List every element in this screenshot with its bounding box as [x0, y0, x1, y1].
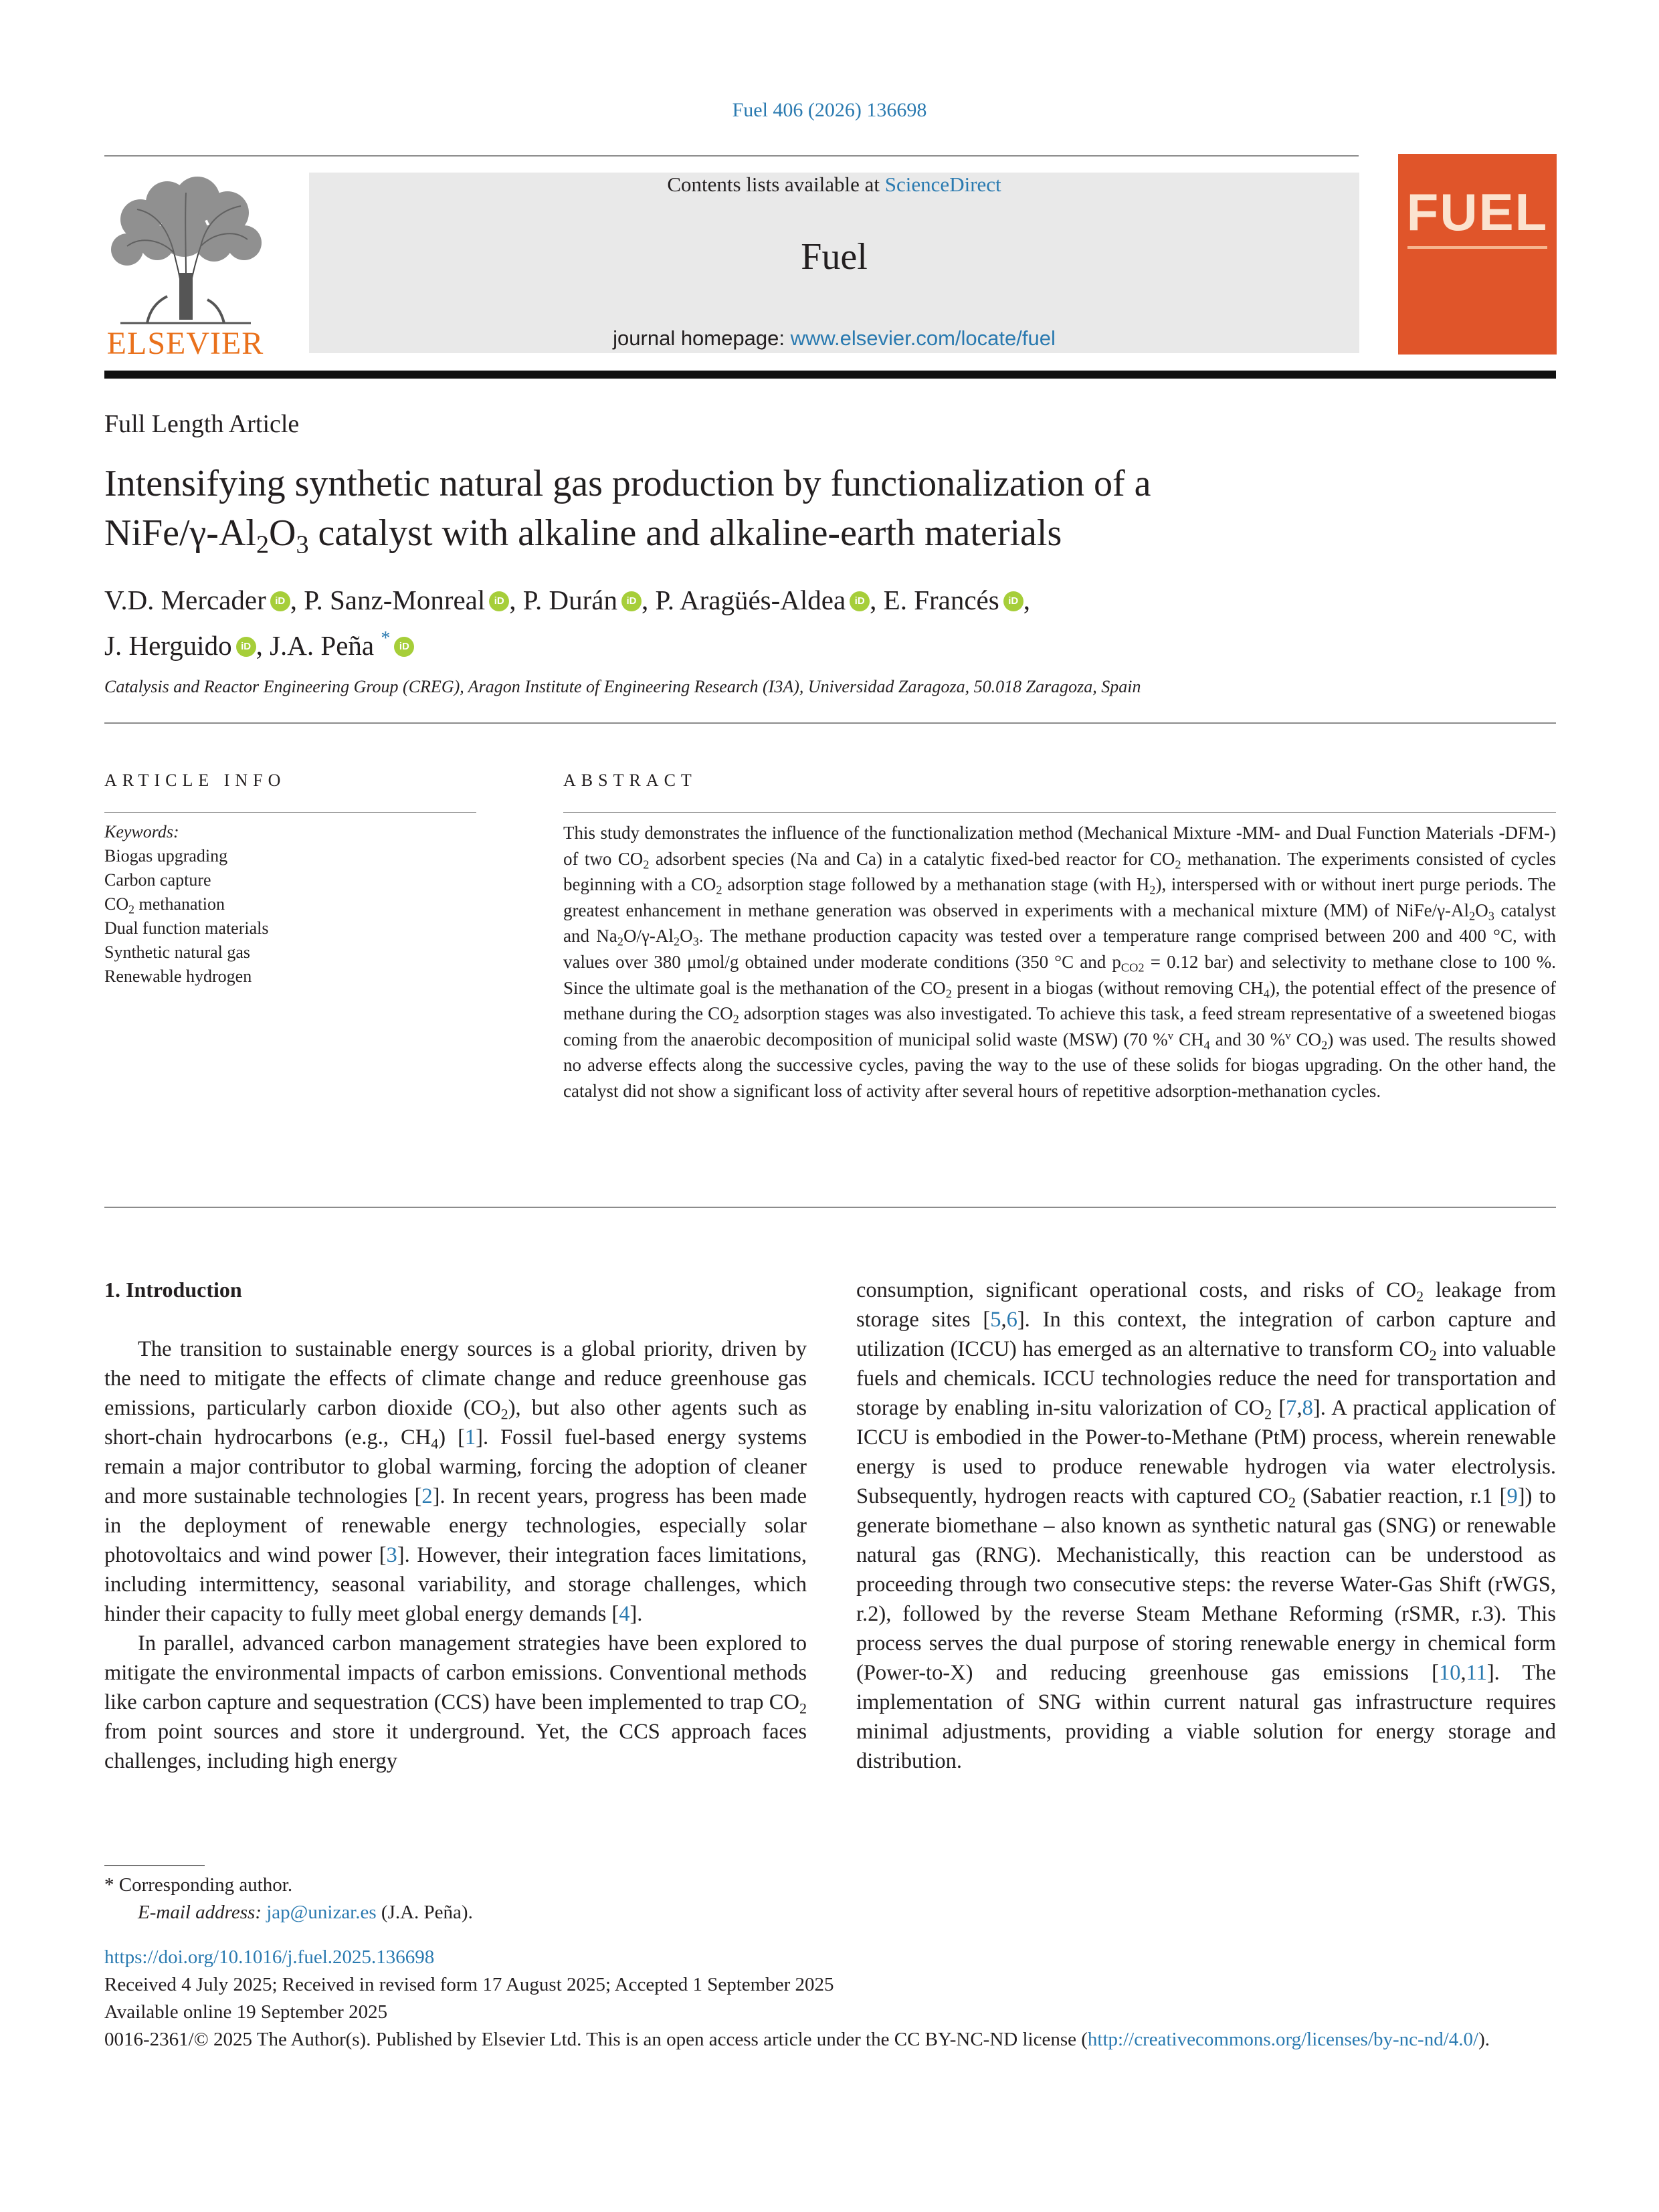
- keyword-item: Renewable hydrogen: [104, 967, 252, 986]
- keyword-item: Biogas upgrading: [104, 846, 228, 866]
- citation-link[interactable]: 6: [1006, 1308, 1017, 1332]
- citation-link[interactable]: 7: [1286, 1396, 1297, 1420]
- title-line-2: NiFe/$\gamma-Al_2O_3$ catalyst with alkaline and alkaline-earth materials: [104, 512, 1062, 559]
- email-label: E-mail address:: [138, 1902, 267, 1923]
- author-name[interactable]: J. Herguido: [104, 630, 232, 661]
- keyword-item: $CO_2$ methanation: [104, 894, 225, 916]
- corresponding-author-mark[interactable]: *: [381, 628, 391, 649]
- article-info-heading: ARTICLE INFO: [104, 771, 286, 790]
- journal-homepage-line: [309, 326, 1359, 350]
- paragraph: In parallel, advanced carbon management strategies have been explored to mitigate the environmental impacts of carbon emissions. Conventional methods like carbon capture and sequestration (CCS) have been implemented to trap $CO_2$ from point sources and store it underground. Yet, the CCS approach faces challenges, including high energy: [104, 1631, 807, 1773]
- section-heading-introduction: 1. Introduction: [104, 1278, 242, 1302]
- article-info-rule: [104, 812, 476, 813]
- footnote-rule: [104, 1865, 205, 1866]
- author-name[interactable]: E. Francés: [883, 585, 999, 615]
- email-link[interactable]: jap@unizar.es: [266, 1902, 377, 1923]
- citation-link[interactable]: 1: [464, 1425, 476, 1449]
- divider: [104, 1207, 1556, 1208]
- orcid-icon[interactable]: iD: [850, 591, 870, 611]
- contents-line: [309, 173, 1359, 197]
- abstract-heading: ABSTRACT: [563, 771, 697, 790]
- journal-cover-image[interactable]: [1398, 154, 1557, 355]
- elsevier-logo: [100, 173, 271, 360]
- keyword-item: Carbon capture: [104, 870, 211, 890]
- citation-link[interactable]: 9: [1506, 1484, 1518, 1508]
- journal-name: Fuel: [801, 236, 868, 278]
- cover-band: [1407, 246, 1547, 249]
- orcid-icon[interactable]: iD: [621, 591, 642, 611]
- citation-link[interactable]: 3: [386, 1543, 397, 1567]
- elsevier-wordmark: ELSEVIER: [106, 326, 264, 361]
- citation-link[interactable]: 8: [1302, 1396, 1313, 1420]
- received-dates: Received 4 July 2025; Received in revised form 17 August 2025; Accepted 1 September 2025: [104, 1974, 834, 1995]
- orcid-icon[interactable]: iD: [236, 637, 256, 657]
- email-note: E-mail address: jap@unizar.es (J.A. Peña).: [138, 1902, 473, 1923]
- citation-link[interactable]: 11: [1466, 1661, 1487, 1685]
- paragraph: The transition to sustainable energy sources is a global priority, driven by the need to mitigate the effects of climate change and reduce greenhouse gas emissions, particularly carbon dioxide $(CO_2)$, but also other agents such as short-chain hydrocarbons (e.g., $CH_4$) [1]. Fossil fuel-based energy systems remain a major contributor to global warming, forcing the adoption of cleaner and more sustainable technologies [2]. In recent years, progress has been made in the deployment of renewable energy technologies, especially solar photovoltaics and wind power [3]. However, their integration faces limitations, including intermittency, seasonal variability, and storage challenges, which hinder their capacity to fully meet global energy demands [4].: [104, 1337, 807, 1626]
- article-title: [104, 459, 1509, 558]
- doi-link[interactable]: https://doi.org/10.1016/j.fuel.2025.136698: [104, 1946, 435, 1968]
- homepage-link[interactable]: www.elsevier.com/locate/fuel: [790, 326, 1056, 350]
- journal-reference-link[interactable]: Fuel 406 (2026) 136698: [732, 99, 927, 121]
- keyword-item: Synthetic natural gas: [104, 942, 251, 962]
- header-thick-rule: [104, 371, 1556, 379]
- corresponding-author-note: * Corresponding author.: [104, 1874, 293, 1896]
- author-list: V.D. Mercader iD , P. Sanz-Monreal iD , P. Durán iD , P. Aragüés-Aldea iD , E. Francés iD , J. Herguido iD , J.A. Peña * iD: [104, 585, 1030, 661]
- article-type: Full Length Article: [104, 410, 300, 438]
- citation-link[interactable]: 10: [1438, 1661, 1461, 1685]
- author-name[interactable]: P. Sanz-Monreal: [304, 585, 486, 615]
- license-statement: 0016-2361/© 2025 The Author(s). Published by Elsevier Ltd. This is an open access article under the CC BY-NC-ND license (http://creativecommons.org/licenses/by-nc-nd/4.0/).: [104, 2029, 1490, 2050]
- available-online-date: Available online 19 September 2025: [104, 2001, 388, 2023]
- body-column-left: [104, 1334, 807, 1776]
- divider: [104, 722, 1556, 724]
- homepage-label: journal homepage:: [613, 326, 791, 350]
- title-line-1: Intensifying synthetic natural gas production by functionalization of a: [104, 463, 1151, 504]
- abstract-rule: [563, 812, 1556, 813]
- orcid-icon[interactable]: iD: [1003, 591, 1023, 611]
- orcid-icon[interactable]: iD: [394, 637, 414, 657]
- footnotes: [104, 1872, 1108, 1926]
- author-name[interactable]: J.A. Peña: [270, 630, 375, 661]
- citation-link[interactable]: 2: [421, 1484, 433, 1508]
- paragraph: consumption, significant operational costs, and risks of $CO_2$ leakage from storage sites [5,6]. In this context, the integration of carbon capture and utilization (ICCU) has emerged as an alternative to transform $CO_2$ into valuable fuels and chemicals. ICCU technologies reduce the need for transportation and storage by enabling in-situ valorization of $CO_2$ [7,8]. A practical application of ICCU is embodied in the Power-to-Methane (PtM) process, wherein renewable energy is used to produce renewable hydrogen via water electrolysis. Subsequently, hydrogen reacts with captured $CO_2$ (Sabatier reaction, r.1 [9]) to generate biomethane – also known as synthetic natural gas (SNG) or renewable natural gas (RNG). Mechanistically, this reaction can be understood as proceeding through two consecutive steps: the reverse Water-Gas Shift (rWGS, r.2), followed by the reverse Steam Methane Reforming (rSMR, r.3). This process serves the dual purpose of storing renewable energy in chemical form (Power-to-X) and reducing greenhouse gas emissions [10,11]. The implementation of SNG within current natural gas infrastructure requires minimal adjustments, providing a viable solution for energy storage and distribution.: [856, 1278, 1556, 1773]
- citation-link[interactable]: 4: [619, 1602, 630, 1626]
- orcid-icon[interactable]: iD: [489, 591, 509, 611]
- contents-prefix: Contents lists available at: [667, 173, 885, 196]
- author-name[interactable]: P. Durán: [522, 585, 617, 615]
- keyword-item: Dual function materials: [104, 918, 269, 938]
- author-name[interactable]: P. Aragüés-Aldea: [655, 585, 846, 615]
- top-divider: [104, 155, 1359, 157]
- keywords-label: Keywords:: [104, 822, 179, 841]
- citation-link[interactable]: 5: [990, 1308, 1001, 1332]
- affiliation: Catalysis and Reactor Engineering Group (CREG), Aragon Institute of Engineering Research (I3A), Universidad Zaragoza, 50.018 Zaragoza, Spain: [104, 677, 1141, 696]
- license-link[interactable]: http://creativecommons.org/licenses/by-nc-nd/4.0/: [1087, 2029, 1479, 2050]
- sciencedirect-link[interactable]: ScienceDirect: [884, 173, 1001, 196]
- article-front-matter: [104, 1944, 1556, 2053]
- abstract-body: This study demonstrates the influence of the functionalization method (Mechanical Mixture -MM- and Dual Function Materials -DFM-) of two $CO_2$ adsorbent species (Na and Ca) in a catalytic fixed-bed reactor for $CO_2$ methanation. The experiments consisted of cycles beginning with a $CO_2$ adsorption stage followed by a methanation stage (with $H_2$), interspersed with or without inert purge periods. The greatest enhancement in methane generation was observed in experiments with a mechanical mixture (MM) of NiFe/$\gamma-Al_2O_3$ catalyst and $Na_2O/\gamma-Al_2O_3$. The methane production capacity was tested over a temperature range comprised between 200 and 400 °C, with values over 380 μmol/g obtained under moderate conditions (350 °C and $p_{CO2} = 0.12$ bar) and selectivity to methane close to 100 %. Since the ultimate goal is the methanation of the $CO_2$ present in a biogas (without removing $CH_4$), the potential effect of the presence of methane during the $CO_2$ adsorption stages was also investigated. To achieve this task, a feed stream representative of a sweetened biogas coming from the anaerobic decomposition of municipal solid waste (MSW) (70 %$^v$ $CH_4$ and 30 %$^v$ $CO_2$) was used. The results showed no adverse effects along the successive cycles, paving the way to the use of these solids for biogas upgrading. On the other hand, the catalyst did not show a significant loss of activity after several hours of repetitive adsorption-methanation cycles.: [563, 823, 1557, 1101]
- body-column-right: [856, 1276, 1556, 1776]
- cover-title: FUEL: [1406, 183, 1549, 241]
- orcid-icon[interactable]: iD: [270, 591, 290, 611]
- keywords-list: [104, 820, 476, 989]
- author-name[interactable]: V.D. Mercader: [104, 585, 266, 615]
